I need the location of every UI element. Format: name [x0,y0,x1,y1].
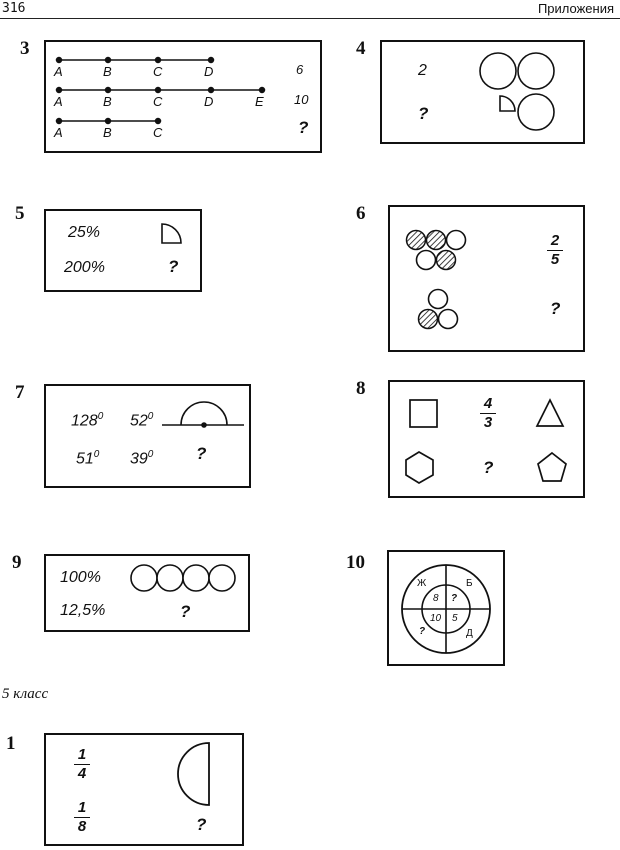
point-label: B [103,125,112,140]
point-label: A [54,94,63,109]
running-title: Приложения [537,1,614,16]
task-5-box [44,209,202,292]
task-number: 7 [15,382,25,403]
fraction-numerator: 4 [483,395,493,412]
circles-figure [382,42,587,146]
fraction-numerator: 2 [550,232,560,249]
question-mark: ? [418,104,429,123]
question-mark: ? [180,602,191,621]
question-mark: ? [550,299,561,318]
point-label: D [204,94,214,109]
segment-value: 10 [294,92,309,107]
question-mark: ? [196,444,207,463]
question-mark: ? [298,118,309,137]
circle-number: 8 [433,593,439,604]
task-3-box [44,40,322,153]
task-10-box [387,550,505,666]
task-number: 6 [356,203,366,224]
angle-value: $128^0$ [71,411,104,430]
circle-letter: Д [466,628,473,639]
fraction-denominator: 5 [550,251,560,268]
fraction [480,396,496,431]
question-mark: ? [168,257,179,276]
point-label: E [255,94,264,109]
task-4-box [380,40,585,144]
task-number: 3 [20,38,30,59]
point-label: A [54,64,63,79]
segments-diagram [46,42,324,155]
quarter-circle-figure [46,211,204,294]
angle-value: $51^0$ [76,449,100,468]
task-number: 9 [12,552,22,573]
question-mark: ? [483,458,494,477]
point-label: C [153,125,163,140]
circle-letter: Ж [417,578,427,589]
point-label: C [153,64,163,79]
task-number: 4 [356,38,366,59]
task-7-box [44,384,251,488]
angle-value: $52^0$ [130,411,154,430]
half-circle-figure [46,735,246,848]
point-label: B [103,94,112,109]
point-label: A [54,125,63,140]
fraction-denominator: 8 [77,818,87,835]
page-header [0,0,620,19]
hatched-circles-figure [390,207,587,354]
percent-value: 100% [60,569,101,586]
task-8-box [388,380,585,498]
fraction [547,233,563,268]
task-number: 10 [346,552,365,573]
percent-value: 200% [64,259,105,276]
question-mark: ? [451,593,458,604]
point-label: C [153,94,163,109]
angle-value: $39^0$ [130,449,154,468]
task-number: 1 [6,733,16,754]
segment-value: 6 [296,62,304,77]
four-circles-figure [46,556,252,634]
circle-number: 5 [452,613,458,624]
circle-letter: Б [466,578,473,589]
task-number: 5 [15,203,25,224]
percent-value: 25% [68,224,101,241]
point-label: D [204,64,214,79]
question-mark: ? [196,815,207,834]
question-mark: ? [419,626,426,637]
grade5-task-1-box [44,733,244,846]
fraction-denominator: 3 [483,414,493,431]
circle-number: 10 [430,613,442,624]
target-circle-figure [389,552,507,668]
fraction-numerator: 1 [77,746,87,763]
section-heading: 5 класс [2,686,49,702]
percent-value: 12,5% [60,602,106,619]
task-9-box [44,554,250,632]
fraction-denominator: 4 [77,765,87,782]
task-value: 2 [418,62,427,79]
task-number: 8 [356,378,366,399]
fraction-numerator: 1 [77,799,87,816]
task-6-box [388,205,585,352]
point-label: B [103,64,112,79]
page-number: 316 [2,1,26,16]
semicircle-angle-figure [46,386,253,490]
